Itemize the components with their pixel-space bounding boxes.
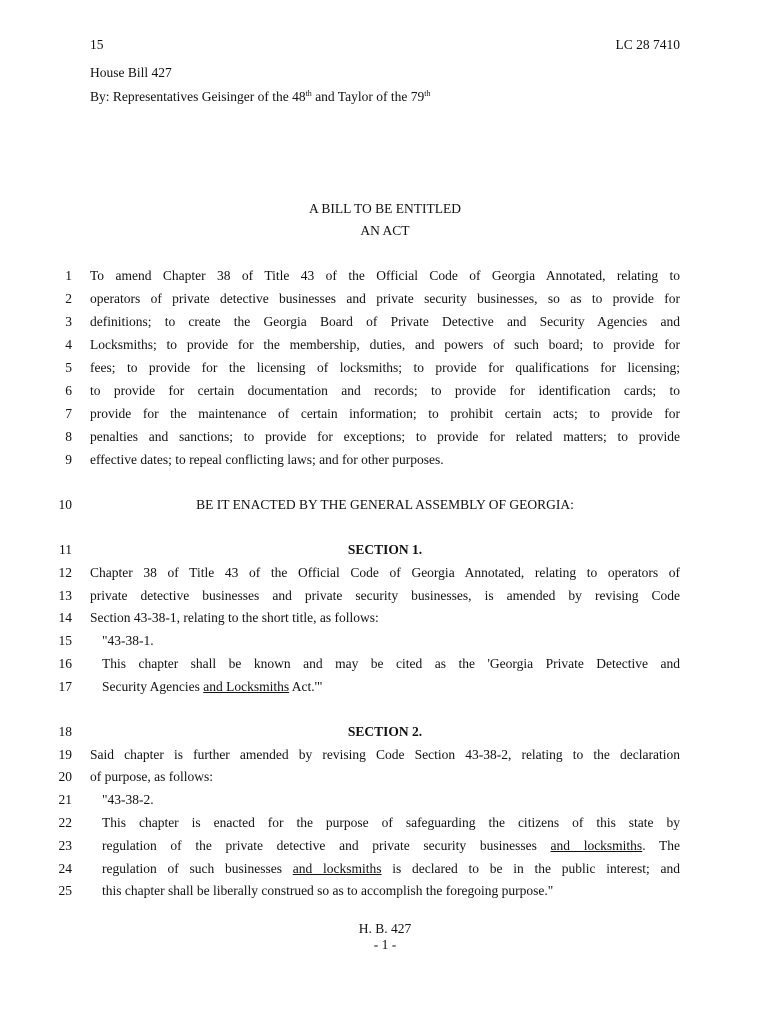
line-text: Locksmiths; to provide for the membership, duties, and powers of such board; to provide for [90,337,680,352]
line-text: operators of private detective businesses and private security businesses, so as to provide for [90,291,680,306]
line-18 [0,724,770,746]
line-25 [0,883,770,905]
line-number: 19 [58,747,72,762]
line-number: 8 [65,429,72,444]
line-text-part: regulation of the private detective and private security businesses [102,838,551,853]
line-text [102,838,680,854]
line-text [102,861,680,877]
line-text-part: regulation of such businesses [102,861,293,876]
line-number: 18 [58,724,72,739]
line-text: penalties and sanctions; to provide for exceptions; to provide for related matters; to provide [90,429,680,444]
line-number: 25 [58,883,72,898]
line-text: provide for the maintenance of certain information; to prohibit certain acts; to provide for [90,406,680,421]
sponsors-mid: and Taylor of the 79 [311,89,425,104]
line-text: this chapter shall be liberally construed so as to accomplish the foregoing purpose." [102,883,554,898]
line-number: 9 [65,452,72,467]
line-text: "43-38-1. [102,633,154,648]
line-16 [0,656,770,678]
line-number: 11 [59,542,72,557]
line-number: 24 [58,861,72,876]
line-number: 21 [58,792,72,807]
line-text: fees; to provide for the licensing of locksmiths; to provide for qualifications for licensing; [90,360,680,375]
line-number: 6 [65,383,72,398]
line-text: to provide for certain documentation and records; to provide for identification cards; to [90,383,680,398]
footer-bill-ref: H. B. 427 [358,921,412,936]
line-20 [0,769,770,791]
line-number: 10 [58,497,72,512]
line-15 [0,633,770,655]
sponsors-sup-2: th [424,89,431,98]
bill-title-line-1: A BILL TO BE ENTITLED [309,201,461,216]
line-text: This chapter shall be known and may be cited as the 'Georgia Private Detective and [102,656,680,671]
line-text: effective dates; to repeal conflicting laws; and for other purposes. [90,452,444,467]
line-number: 12 [58,565,72,580]
enacting-clause: BE IT ENACTED BY THE GENERAL ASSEMBLY OF GEORGIA: [196,497,574,512]
page-code: 15 [90,37,104,52]
sponsors-sup-1: th [305,89,312,98]
line-number: 14 [58,610,72,625]
line-text: private detective businesses and private security businesses, is amended by revising Code [90,588,680,603]
line-number: 4 [65,337,72,352]
line-2 [0,291,770,313]
line-22 [0,815,770,837]
line-3 [0,314,770,336]
line-13 [0,588,770,610]
line-number: 3 [65,314,72,329]
line-number: 17 [58,679,72,694]
line-7 [0,406,770,428]
bill-number: House Bill 427 [90,65,172,80]
inserted-text: and locksmiths [292,861,382,876]
line-text: of purpose, as follows: [90,769,213,784]
line-17 [0,679,770,701]
line-text-part: Security Agencies [102,679,204,694]
section-heading: SECTION 2. [347,724,423,739]
line-8 [0,429,770,451]
bill-sponsors [90,89,430,105]
line-1 [0,268,770,290]
line-number: 23 [58,838,72,853]
line-10 [0,497,770,519]
line-6 [0,383,770,405]
line-text-part: is declared to be in the public interest; and [381,861,680,876]
line-text: Chapter 38 of Title 43 of the Official Code of Georgia Annotated, relating to operators of [90,565,680,580]
footer-page-number: - 1 - [373,937,397,952]
line-number: 2 [65,291,72,306]
line-number: 22 [58,815,72,830]
line-number: 13 [58,588,72,603]
line-number: 1 [65,268,72,283]
line-text: This chapter is enacted for the purpose of safeguarding the citizens of this state by [102,815,680,830]
line-text-part: Act.'" [289,679,323,694]
line-text: Said chapter is further amended by revising Code Section 43-38-2, relating to the declaration [90,747,680,762]
line-21 [0,792,770,814]
line-number: 5 [65,360,72,375]
line-number: 15 [58,633,72,648]
line-23 [0,838,770,860]
line-text: definitions; to create the Georgia Board of Private Detective and Security Agencies and [90,314,680,329]
line-11 [0,542,770,564]
line-5 [0,360,770,382]
inserted-text: and Locksmiths [203,679,290,694]
line-9 [0,452,770,474]
line-number: 7 [65,406,72,421]
bill-title-line-2: AN ACT [360,223,410,238]
line-number: 20 [58,769,72,784]
line-text: Section 43-38-1, relating to the short title, as follows: [90,610,379,625]
line-text: To amend Chapter 38 of Title 43 of the Official Code of Georgia Annotated, relating to [90,268,680,283]
line-14 [0,610,770,632]
sponsors-prefix: By: Representatives Geisinger of the 48 [90,89,306,104]
line-12 [0,565,770,587]
inserted-text: and locksmiths [550,838,643,853]
line-number: 16 [58,656,72,671]
line-text-part: . The [642,838,681,853]
line-text [102,679,680,695]
line-4 [0,337,770,359]
line-text: "43-38-2. [102,792,154,807]
line-24 [0,861,770,883]
line-19 [0,747,770,769]
lc-code: LC 28 7410 [615,37,680,52]
section-heading: SECTION 1. [347,542,423,557]
